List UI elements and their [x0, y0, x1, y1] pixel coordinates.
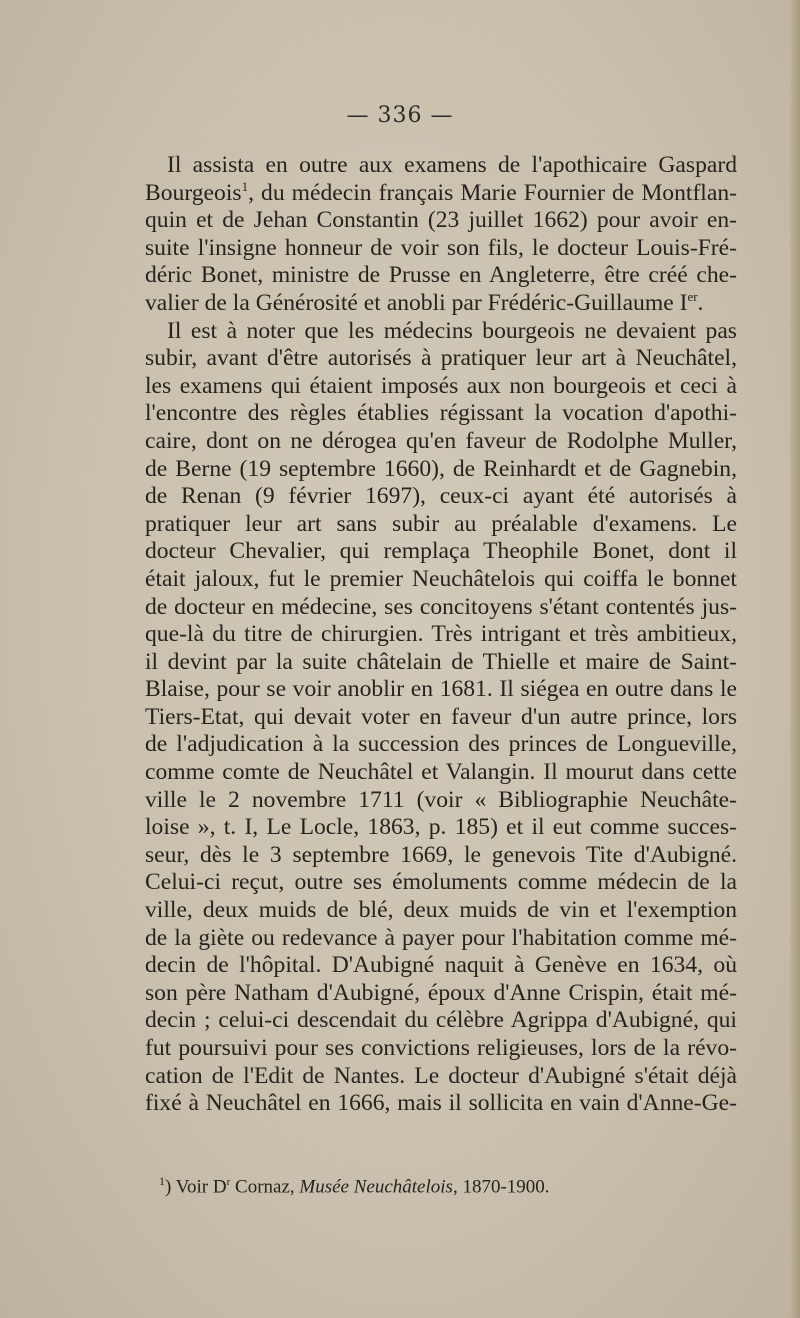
text-line: ville, deux muids de blé, deux muids de vin et l'exemption [145, 897, 737, 924]
text-line: déric Bonet, ministre de Prusse en Angleterre, être créé che- [145, 262, 737, 289]
text-line: fut poursuivi pour ses convictions religieuses, lors de la révo- [145, 1035, 737, 1061]
text-line: suite l'insigne honneur de voir son fils, le docteur Louis-Fré- [145, 234, 737, 261]
footnote-ref: 1 [241, 178, 249, 194]
text-line: de la giète ou redevance à payer pour l'habitation comme mé- [145, 924, 737, 951]
text-line: était jaloux, fut le premier Neuchâtelois qui coiffa le bonnet [145, 565, 737, 592]
text-line: Celui-ci reçut, outre ses émoluments comme médecin de la [145, 869, 737, 896]
text-line: Il assista en outre aux examens de l'apothicaire Gaspard [167, 152, 737, 178]
text-fragment: , du médecin français Marie Fournier de Montflan- [248, 179, 737, 206]
text-line: docteur Chevalier, qui remplaça Theophile Bonet, dont il [145, 538, 737, 565]
text-line [145, 290, 737, 318]
footnote [159, 1174, 739, 1198]
footnote-marker: 1 [159, 1174, 165, 1188]
text-fragment: valier de la Générosité et anobli par Frédéric-Guillaume I [145, 289, 688, 316]
body-text [145, 152, 737, 1118]
text-line: de docteur en médecine, ses concitoyens s'étant contentés jus- [145, 593, 737, 620]
text-line: pratiquer leur art sans subir au préalable d'examens. Le [145, 510, 737, 537]
text-line: Blaise, pour se voir anoblir en 1681. Il siégea en outre dans le [145, 676, 737, 703]
text-line: de l'adjudication à la succession des princes de Longueville, [145, 731, 737, 758]
text-line: ville le 2 novembre 1711 (voir « Bibliographie Neuchâte- [145, 786, 737, 813]
text-line: comme comte de Neuchâtel et Valangin. Il mourut dans cette [145, 759, 737, 786]
footnote-suffix: , 1870-1900. [452, 1176, 550, 1198]
footnote-prefix-superscript: r [226, 1176, 231, 1188]
text-line: loise », t. I, Le Locle, 1863, p. 185) et il eut comme succes- [145, 814, 737, 841]
page-number: — 336 — [346, 103, 454, 128]
text-fragment: Bourgeois [145, 179, 242, 206]
text-line: subir, avant d'être autorisés à pratiquer leur art à Neuchâtel, [145, 345, 737, 372]
text-line: les examens qui étaient imposés aux non bourgeois et ceci à [145, 372, 737, 399]
footnote-title: Musée Neuchâtelois [299, 1176, 453, 1198]
text-fragment: . [697, 289, 704, 316]
text-line: de Berne (19 septembre 1660), de Reinhardt et de Gagnebin, [145, 455, 737, 482]
text-line: cation de l'Edit de Nantes. Le docteur d'Aubigné s'était déjà [145, 1062, 737, 1089]
text-line: de Renan (9 février 1697), ceux-ci ayant été autorisés à [145, 483, 737, 510]
text-line: que-là du titre de chirurgien. Très intrigant et très ambitieux, [145, 621, 737, 648]
text-line: decin de l'hôpital. D'Aubigné naquit à Genève en 1634, où [145, 952, 737, 979]
text-line: quin et de Jehan Constantin (23 juillet 1662) pour avoir en- [145, 207, 737, 234]
text-line: son père Natham d'Aubigné, époux d'Anne Crispin, était mé- [145, 979, 737, 1006]
text-line: caire, dont on ne dérogea qu'en faveur de Rodolphe Muller, [145, 427, 737, 454]
footnote-author: Cornaz, [230, 1176, 300, 1198]
page-edge [790, 0, 800, 1318]
text-line: decin ; celui-ci descendait du célèbre Agrippa d'Aubigné, qui [145, 1007, 737, 1034]
text-line: il devint par la suite châtelain de Thielle et maire de Saint- [145, 648, 737, 675]
text-line: l'encontre des règles établies régissant la vocation d'apothi- [145, 400, 737, 427]
ordinal-superscript: er [687, 289, 698, 305]
text-line: Il est à noter que les médecins bourgeois ne devaient pas [167, 317, 737, 344]
text-line [145, 180, 737, 208]
footnote-prefix: ) Voir D [165, 1176, 227, 1198]
text-line: seur, dès le 3 septembre 1669, le genevois Tite d'Aubigné. [145, 841, 737, 868]
text-line: fixé à Neuchâtel en 1666, mais il sollicita en vain d'Anne-Ge- [145, 1090, 737, 1117]
text-line: Tiers-Etat, qui devait voter en faveur d'un autre prince, lors [145, 703, 737, 730]
